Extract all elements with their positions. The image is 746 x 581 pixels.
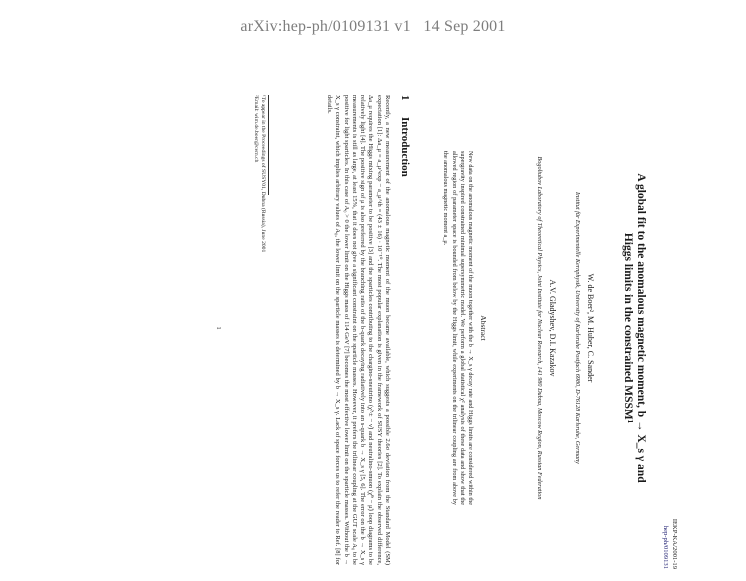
report-number: IEKP-KA/2001-19 xyxy=(671,518,678,569)
abstract-heading: Abstract xyxy=(479,315,488,341)
footnote-1: ¹To appear in the Proceedings of SUSY01, Dubna (Russia), June 2001 xyxy=(260,95,266,253)
paper-title xyxy=(621,75,647,581)
title-line-2: Higgs limits in the constrained MSSM¹ xyxy=(622,232,634,424)
section-title: Introduction xyxy=(399,117,411,177)
abstract-text: New data on the anomalous magnetic moment of the muon together with the b → X_s γ decay rate and Higgs limits are considered within the supergravity inspired constrained minimal supersymmetric model. We perform a global statistical χ² analysis of these data and show that the allowed region of parameter space is bounded from below by the Higgs limit, while experiments on the trilinear coupling are from above by the anomalous magnetic moment a_μ. xyxy=(442,151,474,505)
rotated-paper-page xyxy=(65,75,687,581)
author-list-1: W. de Boer², M. Huber, C. Sander xyxy=(586,273,595,383)
arxiv-reference-link[interactable]: hep-ph/0109131 xyxy=(662,525,669,569)
title-line-1: A global fit to the anomalous magnetic moment, b → X_s γ and xyxy=(635,173,647,483)
affiliation-2: Bogoliubov Laboratory of Theoretical Physics, Joint Institute for Nuclear Research, 141 980 Dubna, Moscow Region, Russian Federation xyxy=(536,156,543,500)
author-list-2: A.V. Gladyshev, D.I. Kazakov xyxy=(548,279,557,377)
affiliation-1: Institut für Experimentelle Kernphysik, University of Karlsruhe Postfach 6980, D-76128 Karlsruhe, Germany xyxy=(574,192,581,464)
section-number: 1 xyxy=(399,95,411,101)
section-heading xyxy=(401,95,409,565)
arxiv-watermark: arXiv:hep-ph/0109131 v1 14 Sep 2001 xyxy=(240,18,506,35)
footnotes xyxy=(252,95,266,565)
footnote-divider xyxy=(268,95,269,195)
footnote-2: ²Email: wim.de.boer@cern.ch xyxy=(252,95,259,163)
page-number: 1 xyxy=(215,326,222,330)
introduction-text: Recently, a new measurement of the anomalous magnetic moment of the muon became available, which suggests a possible 2.6σ deviation from the Standard Model (SM) expectation [1]: Δa_μ = a_μ^exp − a_μ^th = (43 ± 16) · 10⁻¹⁰. The most popular explanation is given in the framework of SUSY theories [2]. To explain the observed difference, Δa_μ requires the Higgs mixing parameter to be positive [3] and the sparticles contributing to the chargino-sneutrino (χ̃^± − ν̃) and neutralino-smuon (χ̃⁰ − μ̃) loop diagrams to be relatively light [4]. The positive sign of μ is also preferred by the branching ratio of the b-quark decaying radiatively into an s-quark b → X_s γ [5, 6]. The error on the b → X_s γ measurements is still as large, at least 15%, that it does not give a significant constraint on the sparticle masses. However, it prefers the trilinear coupling at the GUT scale A₀ to be positive for light sparticles. In this case of A₀ > 0 the lower limit on the Higgs mass of 114 GeV [7] becomes the most effective lower limit on the sparticle masses. Without the b → X_s γ constraint, which implies arbitrary values of A₀, the lower limit on the sparticle masses is determined by b → X_s γ. Lack of space forces us to refer the reader to Ref. [8] for details. xyxy=(325,95,391,565)
report-number-block xyxy=(661,519,679,569)
